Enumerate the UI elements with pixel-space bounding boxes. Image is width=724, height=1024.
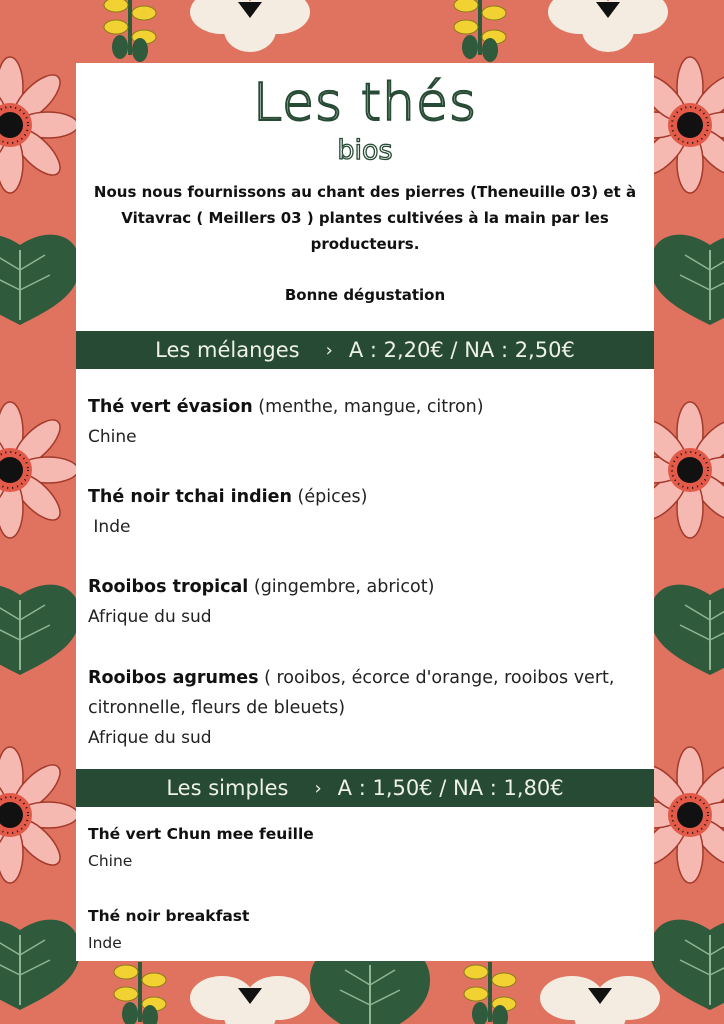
leaf-icon xyxy=(0,585,80,675)
tea-details: (menthe, mangue, citron) xyxy=(252,397,484,417)
page-subtitle: bios xyxy=(337,135,393,166)
page-title: Les thés xyxy=(252,73,478,133)
price-na: NA : 2,50€ xyxy=(464,338,575,362)
leaf-icon xyxy=(0,235,80,325)
tea-origin: Inde xyxy=(88,934,122,952)
closing-text: Bonne dégustation xyxy=(284,286,446,304)
tea-name: Thé vert évasion xyxy=(88,397,253,417)
cream-flower-icon xyxy=(190,0,310,52)
tea-name: Thé noir breakfast xyxy=(88,907,250,925)
section-header-melanges: Les mélanges › A : 2,20€ / NA : 2,50€ xyxy=(76,331,654,369)
tea-details: (épices) xyxy=(291,487,368,507)
tea-item xyxy=(88,392,648,452)
leaf-icon xyxy=(0,920,80,1010)
pink-flower-icon xyxy=(0,747,78,883)
cream-flower-icon xyxy=(540,976,660,1024)
cream-flower-icon xyxy=(190,976,310,1024)
price-a: A : 1,50€ xyxy=(337,776,433,800)
pink-flower-icon xyxy=(0,57,78,193)
cream-flower-icon xyxy=(548,0,668,52)
intro-text: Nous nous fournissons au chant des pierres (Theneuille 03) et à Vitavrac ( Meillers 03 ) plantes cultivées à la main par les producteurs. xyxy=(93,183,637,253)
section-name: Les simples xyxy=(166,776,289,800)
chevron-right-icon: › xyxy=(325,339,333,361)
tea-origin: Inde xyxy=(88,517,131,537)
yellow-flower-icon xyxy=(464,962,516,1024)
tea-item xyxy=(88,572,648,632)
chevron-right-icon: › xyxy=(314,777,322,799)
price-a: A : 2,20€ xyxy=(348,338,444,362)
tea-name: Thé noir tchai indien xyxy=(88,487,292,507)
yellow-flower-icon xyxy=(114,962,166,1024)
tea-details: ( rooibos, écorce d'orange, rooibos vert, citronnelle, fleurs de bleuets) xyxy=(88,668,615,718)
tea-origin: Chine xyxy=(88,852,133,870)
section-header-simples: Les simples › A : 1,50€ / NA : 1,80€ xyxy=(76,769,654,807)
leaf-icon xyxy=(650,235,724,325)
tea-name: Rooibos agrumes xyxy=(88,668,259,688)
leaf-icon xyxy=(650,585,724,675)
tea-name: Rooibos tropical xyxy=(88,577,249,597)
tea-item xyxy=(88,821,648,875)
tea-origin: Chine xyxy=(88,427,137,447)
tea-origin: Afrique du sud xyxy=(88,728,212,748)
tea-origin: Afrique du sud xyxy=(88,607,212,627)
tea-item xyxy=(88,903,648,957)
menu-card xyxy=(76,63,654,961)
leaf-icon xyxy=(650,920,724,1010)
price-na: NA : 1,80€ xyxy=(453,776,564,800)
yellow-flower-icon xyxy=(104,0,156,62)
tea-item xyxy=(88,663,648,753)
yellow-flower-icon xyxy=(454,0,506,62)
tea-details: (gingembre, abricot) xyxy=(248,577,435,597)
section-name: Les mélanges xyxy=(155,338,300,362)
tea-name: Thé vert Chun mee feuille xyxy=(88,825,314,843)
tea-item xyxy=(88,482,648,542)
pink-flower-icon xyxy=(0,402,78,538)
